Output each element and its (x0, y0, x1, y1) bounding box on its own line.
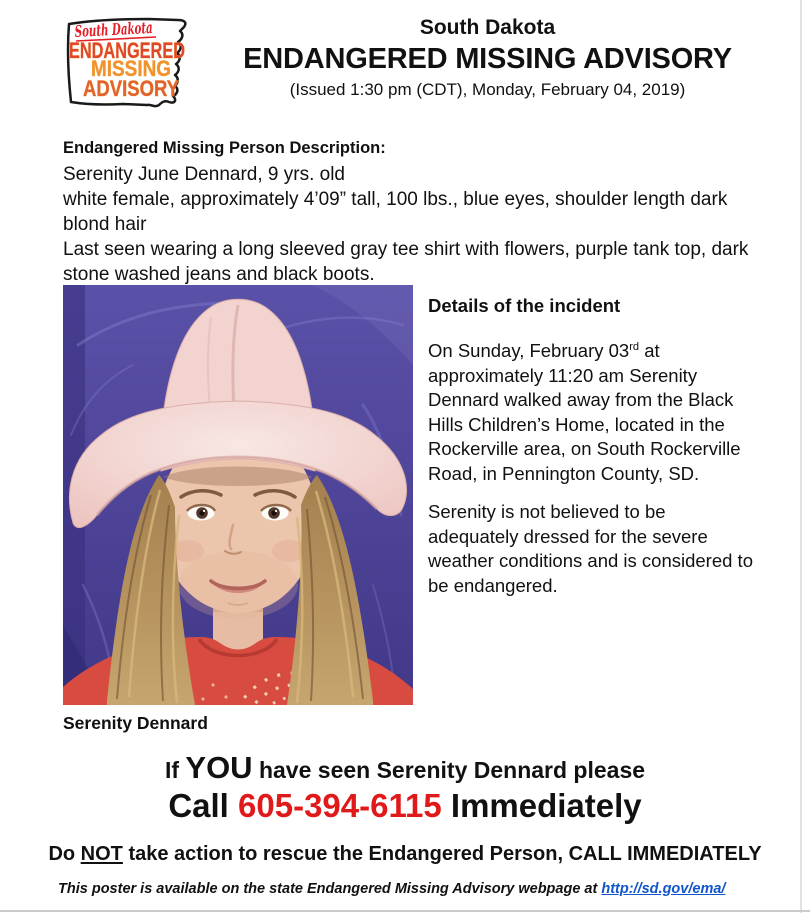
cta-line1: If YOU have seen Serenity Dennard please (164, 750, 646, 785)
header-region: South Dakota (419, 16, 556, 39)
page-title: ENDANGERED MISSING ADVISORY (243, 43, 732, 75)
ema-webpage-link[interactable]: http://sd.gov/ema/ (601, 881, 726, 897)
incident-details-section (428, 295, 761, 612)
warning-emphasis-not: NOT (80, 843, 123, 865)
cta-emphasis-you: YOU (185, 750, 253, 785)
logo-line-advisory: ADVISORY (83, 76, 180, 101)
page-edge-bottom (0, 910, 810, 912)
page-edge-right (800, 0, 802, 913)
header (180, 16, 795, 100)
missing-person-photo (63, 285, 413, 705)
issued-timestamp: (Issued 1:30 pm (CDT), Monday, February 04, 2019) (289, 80, 686, 99)
incident-paragraph-2: Serenity is not believed to be adequately dressed for the severe weather conditions and is considered to be endangered. (428, 501, 759, 596)
missing-person-photo-figure (63, 285, 413, 734)
photo-caption: Serenity Dennard (63, 713, 208, 733)
cta-line2: Call 605-394-6115 Immediately (168, 787, 642, 824)
person-description-section (63, 139, 763, 287)
description-name-age: Serenity June Dennard, 9 yrs. old (63, 164, 345, 185)
description-clothing: Last seen wearing a long sleeved gray tee shirt with flowers, purple tank top, dark stone washed jeans and black boots. (63, 239, 749, 285)
incident-paragraph-1: On Sunday, February 03rd at approximately 11:20 am Serenity Dennard walked away from the Black Hills Children’s Home, located in the Rockerville area, on South Rockerville Road, in Pennington County, SD. (428, 340, 746, 484)
call-to-action (0, 750, 810, 825)
logo-script-text: South Dakota (74, 15, 198, 41)
logo-line-missing: MISSING (91, 56, 171, 81)
logo-line-endangered: ENDANGERED (69, 38, 185, 63)
incident-heading: Details of the incident (428, 295, 621, 316)
ordinal-suffix: rd (629, 341, 640, 353)
footer-note: This poster is available on the state Endangered Missing Advisory webpage at http://sd.gov/ema/ (58, 881, 726, 897)
warning-line: Do NOT take action to rescue the Endangered Person, CALL IMMEDIATELY (48, 843, 762, 865)
description-physical: white female, approximately 4’09” tall, 100 lbs., blue eyes, shoulder length dark blond hair (63, 189, 728, 235)
description-heading: Endangered Missing Person Description: (63, 139, 386, 157)
phone-number: 605-394-6115 (238, 787, 442, 824)
